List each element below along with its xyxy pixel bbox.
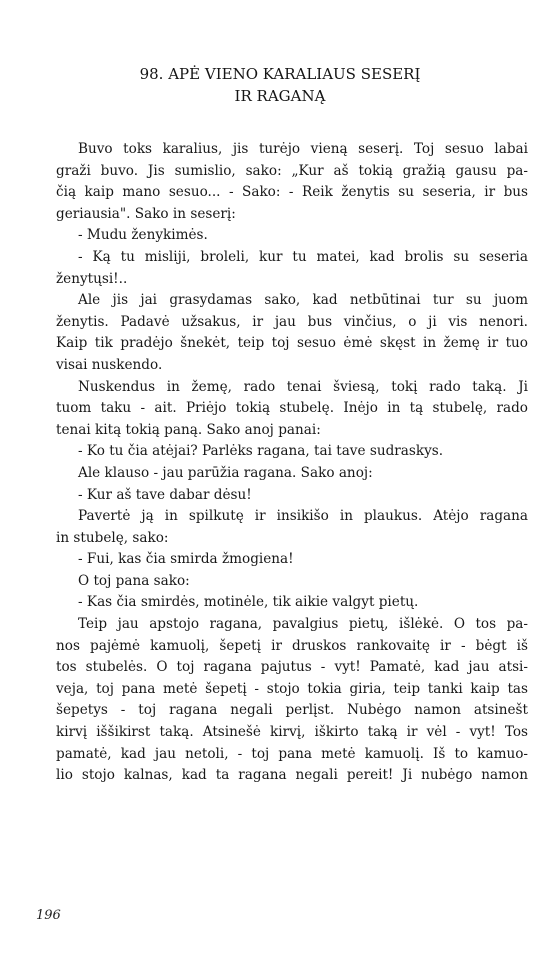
text-line: ženytųsi!.. [56, 270, 128, 287]
text-line: graži buvo. Jis sumislio, sako: „Kur aš tokią gražią gausu pa- [56, 162, 528, 179]
text-line: Kaip tik pradėjo šnekėt, teip toj sesuo ėmė skęst in žemę ir tuo [56, 335, 528, 352]
text-line: Ale klauso - jau parūžia ragana. Sako anoj: [78, 464, 373, 481]
text-line: - Mudu ženykimės. [78, 227, 208, 244]
text-line: Buvo toks karalius, jis turėjo vieną seserį. Toj sesuo labai [78, 141, 528, 157]
text-line: - Kas čia smirdės, motinėle, tik aikie valgyt pietų. [78, 594, 419, 611]
chapter-title-line-2: IR RAGANĄ [234, 87, 326, 105]
text-line: in stubelę, sako: [56, 529, 169, 546]
text-line: O toj pana sako: [78, 572, 190, 589]
text-line: čią kaip mano sesuo... - Sako: - Reik ženytis su seseria, ir bus [56, 184, 528, 201]
text-line: Ale jis jai grasydamas sako, kad netbūtinai tur su juom [78, 292, 528, 309]
text-line: Nuskendus in žemę, rado tenai šviesą, tokį rado taką. Ji [78, 378, 528, 395]
chapter-title-line-1: 98. APĖ VIENO KARALIAUS SESERĮ [139, 65, 421, 83]
text-line: veja, toj pana metė šepetį - stojo tokia giria, teip tanki kaip tas [56, 680, 528, 697]
text-line: šepetys - toj ragana negali perlįst. Nubėgo namon atsinešt [56, 702, 528, 719]
text-line: lio stojo kalnas, kad ta ragana negali pereit! Ji nubėgo namon [56, 767, 528, 784]
text-line: - Kur aš tave dabar dėsu! [78, 486, 252, 503]
text-line: tenai kitą tokią paną. Sako anoj panai: [56, 421, 321, 438]
text-line: nos pajėmė kamuolį, šepetį ir druskos rankovaitę ir - bėgt iš [56, 637, 528, 654]
text-line: Pavertė ją in spilkutę ir insikišo in plaukus. Atėjo ragana [78, 508, 528, 525]
text-line: visai nuskendo. [56, 356, 163, 373]
text-line: Teip jau apstojo ragana, pavalgius pietų, išlėkė. O tos pa- [78, 616, 528, 633]
text-line: tuom taku - ait. Priėjo tokią stubelę. Inėjo in tą stubelę, rado [56, 400, 528, 417]
text-line: pamatė, kad jau netoli, - toj pana metė kamuolį. Iš to kamuo- [56, 745, 528, 762]
text-line: kirvį iššikirst taką. Atsinešė kirvį, iškirto taką ir vėl - vyt! Tos [56, 724, 528, 741]
text-line: - Ką tu misliji, broleli, kur tu matei, kad brolis su seseria [78, 248, 528, 265]
page-number: 196 [36, 908, 61, 923]
body-text [56, 139, 528, 787]
text-line: ženytis. Padavė užsakus, ir jau bus vinčius, o ji vis nenori. [56, 313, 528, 330]
text-line: geriausia". Sako in seserį: [56, 205, 236, 222]
text-line: - Fui, kas čia smirda žmogiena! [78, 551, 294, 568]
text-line: - Ko tu čia atėjai? Parlėks ragana, tai tave sudraskys. [78, 443, 444, 460]
text-line: tos stubelės. O toj ragana pajutus - vyt! Pamatė, kad jau atsi- [56, 659, 528, 676]
